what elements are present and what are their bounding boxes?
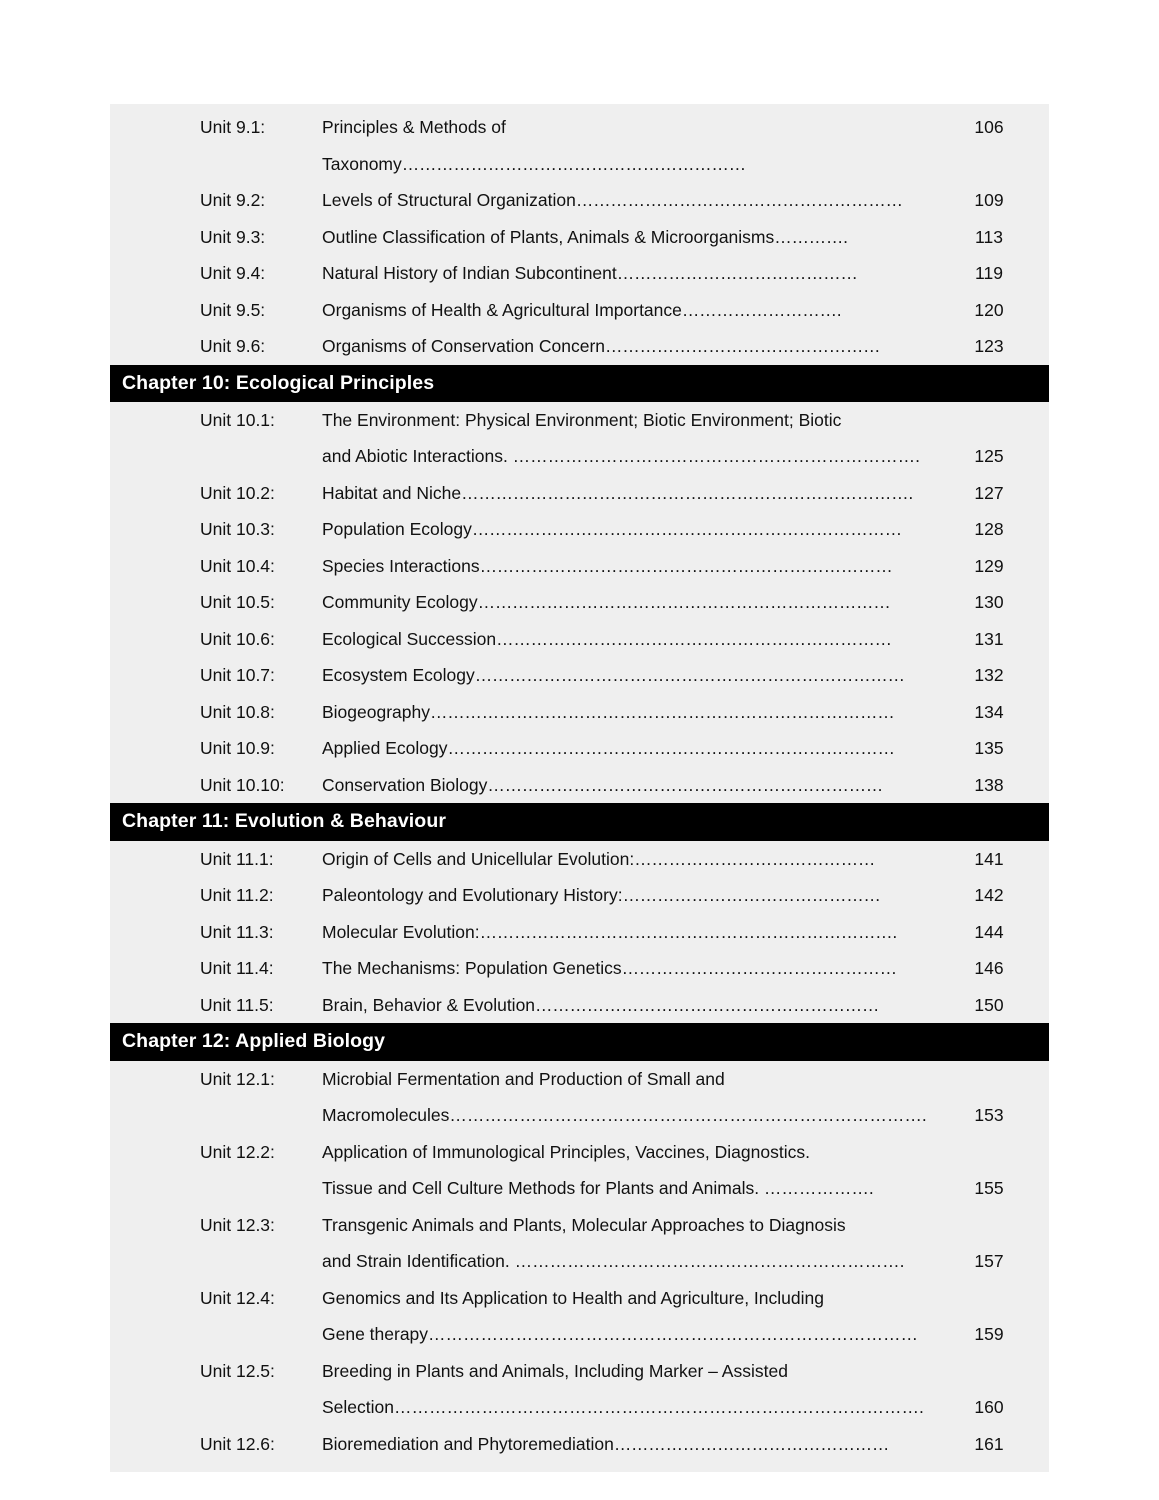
toc-entry-title-line1: Principles & Methods of Taxonomy bbox=[322, 117, 506, 174]
toc-entry-group bbox=[110, 109, 1049, 365]
toc-leader-dots: …………………………………………………… bbox=[535, 994, 880, 1015]
toc-leader-dots: …………………………………………………………… bbox=[496, 628, 892, 649]
toc-entry-title-line1: Organisms of Conservation Concern bbox=[322, 336, 606, 356]
toc-leader-dots: …………. bbox=[774, 226, 848, 247]
toc-entry-page-number: 161 bbox=[974, 1433, 1004, 1454]
toc-entry-unit: Unit 12.4: bbox=[200, 1287, 275, 1308]
toc-entry-unit: Unit 10.5: bbox=[200, 592, 275, 613]
toc-entry-title-line1: Applied Ecology bbox=[322, 738, 448, 759]
toc-entry-title bbox=[322, 1134, 929, 1207]
toc-entry-page-number: 129 bbox=[974, 555, 1004, 576]
toc-entry-row[interactable] bbox=[110, 402, 1049, 475]
toc-entry-group bbox=[110, 1061, 1049, 1463]
toc-entry-title bbox=[322, 584, 929, 621]
toc-entry-title-line1: Molecular Evolution: bbox=[322, 921, 480, 942]
toc-entry-title-line1: Biogeography bbox=[322, 701, 430, 722]
toc-entry-title bbox=[322, 548, 929, 585]
toc-entry-unit: Unit 10.3: bbox=[200, 519, 275, 540]
toc-entry-title-line1: The Environment: Physical Environment; Biotic Environment; Biotic bbox=[322, 409, 842, 430]
toc-entry-unit: Unit 12.1: bbox=[200, 1068, 275, 1089]
toc-entry-row[interactable] bbox=[110, 987, 1049, 1024]
toc-entry-page-number: 131 bbox=[974, 628, 1004, 649]
toc-entry-unit: Unit 11.5: bbox=[200, 994, 274, 1015]
toc-entry-title bbox=[322, 1280, 929, 1353]
toc-leader-dots: …………………………………………………… bbox=[401, 153, 746, 174]
toc-entry-title-line1: Habitat and Niche bbox=[322, 482, 462, 503]
toc-entry-title-line1: Outline Classification of Plants, Animals & Microorganisms bbox=[322, 226, 775, 247]
toc-entry-page-number: 120 bbox=[974, 299, 1004, 320]
toc-entry-title-line2: Macromolecules………………………………………………………………………. bbox=[322, 1105, 927, 1126]
toc-entry-page-number: 134 bbox=[974, 701, 1004, 722]
toc-entry-row[interactable] bbox=[110, 328, 1049, 365]
toc-entry-unit: Unit 9.5: bbox=[200, 299, 266, 320]
toc-entry-page-number: 159 bbox=[974, 1324, 1004, 1345]
toc-entry-page-number: 109 bbox=[974, 190, 1004, 210]
toc-entry-row[interactable] bbox=[110, 1280, 1049, 1353]
toc-entry-row[interactable] bbox=[110, 511, 1049, 548]
toc-entry-unit: Unit 9.3: bbox=[200, 226, 266, 247]
toc-entry-page-number: 119 bbox=[975, 263, 1003, 283]
toc-entry-title bbox=[322, 1207, 929, 1280]
toc-entry-row[interactable] bbox=[110, 950, 1049, 987]
toc-entry-title bbox=[322, 914, 929, 951]
toc-entry-row[interactable] bbox=[110, 730, 1049, 767]
toc-leader-dots: ………………………………………… bbox=[605, 336, 881, 356]
toc-entry-title bbox=[322, 657, 929, 694]
toc-entry-row[interactable] bbox=[110, 109, 1049, 182]
toc-entry-page-number: 130 bbox=[974, 592, 1004, 613]
toc-leader-dots: ……………………………………………………………………… bbox=[430, 701, 895, 722]
toc-entry-title bbox=[322, 1426, 929, 1463]
toc-entry-title-line1: Origin of Cells and Unicellular Evolution: bbox=[322, 848, 635, 869]
toc-entry-unit: Unit 11.1: bbox=[200, 848, 274, 869]
toc-entry-group bbox=[110, 841, 1049, 1024]
toc-entry-title bbox=[322, 475, 929, 512]
toc-leader-dots: …………………………………………………………………… bbox=[447, 738, 895, 759]
toc-leader-dots: …………………………………………………………… bbox=[487, 774, 883, 795]
toc-entry-title-line2: Gene therapy………………………………………………………………………… bbox=[322, 1324, 919, 1345]
toc-entry-row[interactable] bbox=[110, 877, 1049, 914]
toc-entry-page-number: 123 bbox=[974, 336, 1004, 356]
toc-entry-page-number: 144 bbox=[974, 921, 1004, 942]
toc-bottom-spacer bbox=[110, 1462, 1049, 1472]
toc-entry-title bbox=[322, 730, 929, 767]
toc-entry-title-line1: Conservation Biology bbox=[322, 774, 488, 795]
toc-entry-title-line1: Microbial Fermentation and Production of Small and bbox=[322, 1068, 725, 1089]
toc-entry-title bbox=[322, 1353, 929, 1426]
toc-entry-title-line1: Paleontology and Evolutionary History: bbox=[322, 885, 623, 906]
toc-entry-title bbox=[322, 182, 929, 219]
chapter-heading: Chapter 10: Ecological Principles bbox=[110, 365, 1049, 402]
toc-entry-row[interactable] bbox=[110, 1134, 1049, 1207]
toc-entry-unit: Unit 9.1: bbox=[200, 117, 266, 137]
toc-entry-row[interactable] bbox=[110, 475, 1049, 512]
toc-entry-title bbox=[322, 877, 929, 914]
toc-entry-row[interactable] bbox=[110, 914, 1049, 951]
toc-entry-page-number: 155 bbox=[974, 1178, 1004, 1199]
toc-leader-dots: ……………………………………………………………………. bbox=[461, 482, 913, 503]
toc-entry-unit: Unit 10.4: bbox=[200, 555, 275, 576]
toc-entry-page-number: 138 bbox=[974, 774, 1004, 795]
toc-entry-title-line1: Levels of Structural Organization bbox=[322, 190, 576, 210]
toc-entry-row[interactable] bbox=[110, 767, 1049, 804]
toc-entry-title bbox=[322, 987, 929, 1024]
toc-entry-title bbox=[322, 511, 929, 548]
toc-entry-title-line1: Bioremediation and Phytoremediation bbox=[322, 1433, 614, 1454]
toc-entry-unit: Unit 10.10: bbox=[200, 774, 285, 795]
toc-entry-page-number: 160 bbox=[974, 1397, 1004, 1418]
toc-leader-dots: ………………………………………… bbox=[613, 1433, 890, 1454]
toc-entry-title-line1: Application of Immunological Principles, Vaccines, Diagnostics. bbox=[322, 1141, 810, 1162]
toc-leader-dots: ………………………………………………………………… bbox=[471, 519, 902, 540]
toc-entry-title-line1: Population Ecology bbox=[322, 519, 472, 540]
toc-leader-dots: ………………………. bbox=[681, 299, 842, 320]
toc-entry-title bbox=[322, 621, 929, 658]
table-of-contents bbox=[110, 104, 1049, 1472]
toc-entry-unit: Unit 10.7: bbox=[200, 665, 275, 686]
toc-entry-unit: Unit 9.6: bbox=[200, 336, 266, 356]
toc-leader-dots: ……………………………………… bbox=[622, 885, 881, 906]
toc-entry-page-number: 113 bbox=[975, 226, 1003, 247]
toc-entry-page-number: 157 bbox=[974, 1251, 1004, 1272]
toc-entry-unit: Unit 10.6: bbox=[200, 628, 275, 649]
toc-entry-row[interactable] bbox=[110, 1207, 1049, 1280]
toc-entry-page-number: 146 bbox=[974, 958, 1004, 979]
toc-entry-title bbox=[322, 328, 929, 365]
toc-entry-title-line1: Ecosystem Ecology bbox=[322, 665, 475, 686]
toc-entry-page-number: 150 bbox=[974, 994, 1004, 1015]
toc-leader-dots: ………………………………………………… bbox=[575, 190, 903, 210]
toc-entry-row[interactable] bbox=[110, 182, 1049, 219]
toc-entry-unit: Unit 10.2: bbox=[200, 482, 275, 503]
toc-leader-dots: ………………………………………… bbox=[621, 958, 897, 979]
toc-entry-row[interactable] bbox=[110, 219, 1049, 256]
toc-entry-page-number: 125 bbox=[974, 446, 1004, 467]
toc-entry-row[interactable] bbox=[110, 1061, 1049, 1134]
toc-entry-page-number: 106 bbox=[974, 117, 1004, 137]
toc-entry-unit: Unit 12.6: bbox=[200, 1433, 275, 1454]
toc-entry-row[interactable] bbox=[110, 584, 1049, 621]
toc-entry-title bbox=[322, 292, 929, 329]
toc-entry-title bbox=[322, 694, 929, 731]
toc-entry-row[interactable] bbox=[110, 841, 1049, 878]
toc-entry-title-line1: Natural History of Indian Subcontinent bbox=[322, 263, 617, 283]
toc-entry-title-line1: The Mechanisms: Population Genetics bbox=[322, 958, 622, 979]
toc-entry-page-number: 128 bbox=[974, 519, 1004, 540]
toc-entry-unit: Unit 11.4: bbox=[200, 958, 274, 979]
toc-entry-unit: Unit 12.2: bbox=[200, 1141, 275, 1162]
toc-entry-title bbox=[322, 219, 929, 256]
toc-leader-dots: …………………………………… bbox=[634, 848, 876, 869]
toc-entry-title-line1: Ecological Succession bbox=[322, 628, 497, 649]
toc-entry-title bbox=[322, 255, 929, 292]
toc-entry-row[interactable] bbox=[110, 657, 1049, 694]
toc-entry-title-line1: Breeding in Plants and Animals, Including Marker – Assisted bbox=[322, 1360, 788, 1381]
toc-entry-title-line2: Selection………………………………………………………………………………. bbox=[322, 1397, 924, 1418]
toc-entry-title-line2: and Strain Identification. …………………………………………………………. bbox=[322, 1251, 905, 1272]
toc-entry-row[interactable] bbox=[110, 1426, 1049, 1463]
toc-entry-title-line1: Genomics and Its Application to Health and Agriculture, Including bbox=[322, 1287, 824, 1308]
toc-entry-title-line2: Tissue and Cell Culture Methods for Plants and Animals. ………………. bbox=[322, 1178, 874, 1199]
chapter-heading: Chapter 12: Applied Biology bbox=[110, 1023, 1049, 1060]
toc-entry-title bbox=[322, 767, 929, 804]
toc-leader-dots: …………………………………… bbox=[616, 263, 858, 283]
toc-entry-page-number: 141 bbox=[974, 848, 1004, 869]
toc-entry-row[interactable] bbox=[110, 255, 1049, 292]
toc-entry-unit: Unit 12.3: bbox=[200, 1214, 275, 1235]
toc-leader-dots: ………………………………………………………………. bbox=[479, 921, 897, 942]
toc-entry-row[interactable] bbox=[110, 621, 1049, 658]
toc-entry-row[interactable] bbox=[110, 292, 1049, 329]
toc-entry-title bbox=[322, 1061, 929, 1134]
toc-entry-title-line1: Community Ecology bbox=[322, 592, 478, 613]
toc-entry-page-number: 153 bbox=[974, 1105, 1004, 1126]
toc-entry-group bbox=[110, 402, 1049, 804]
toc-entry-row[interactable] bbox=[110, 548, 1049, 585]
toc-entry-row[interactable] bbox=[110, 1353, 1049, 1426]
toc-entry-title-line1: Organisms of Health & Agricultural Importance bbox=[322, 299, 682, 320]
toc-entry-unit: Unit 10.9: bbox=[200, 738, 275, 759]
toc-entry-unit: Unit 12.5: bbox=[200, 1360, 275, 1381]
toc-entry-title-line1: Species Interactions bbox=[322, 555, 480, 576]
toc-entry-page-number: 132 bbox=[974, 665, 1004, 686]
toc-entry-page-number: 135 bbox=[974, 738, 1004, 759]
toc-leader-dots: ……………………………………………………………… bbox=[479, 555, 893, 576]
toc-entry-unit: Unit 9.4: bbox=[200, 263, 266, 283]
toc-entry-title-line1: Brain, Behavior & Evolution bbox=[322, 994, 536, 1015]
toc-entry-unit: Unit 9.2: bbox=[200, 190, 266, 210]
toc-entry-unit: Unit 11.3: bbox=[200, 921, 274, 942]
toc-entry-title bbox=[322, 950, 929, 987]
toc-entry-title-line1: Transgenic Animals and Plants, Molecular Approaches to Diagnosis bbox=[322, 1214, 846, 1235]
toc-entry-title-line2: and Abiotic Interactions. ……………………………………………………………. bbox=[322, 446, 921, 467]
toc-leader-dots: ……………………………………………………………… bbox=[477, 592, 891, 613]
chapter-heading: Chapter 11: Evolution & Behaviour bbox=[110, 803, 1049, 840]
toc-entry-title bbox=[322, 402, 929, 475]
toc-entry-unit: Unit 10.1: bbox=[200, 409, 275, 430]
toc-leader-dots: ………………………………………………………………… bbox=[474, 665, 905, 686]
toc-entry-unit: Unit 11.2: bbox=[200, 885, 274, 906]
toc-entry-title bbox=[322, 109, 929, 182]
toc-entry-page-number: 127 bbox=[974, 482, 1004, 503]
toc-entry-unit: Unit 10.8: bbox=[200, 701, 275, 722]
toc-entry-row[interactable] bbox=[110, 694, 1049, 731]
toc-entry-page-number: 142 bbox=[974, 885, 1004, 906]
toc-entry-title bbox=[322, 841, 929, 878]
